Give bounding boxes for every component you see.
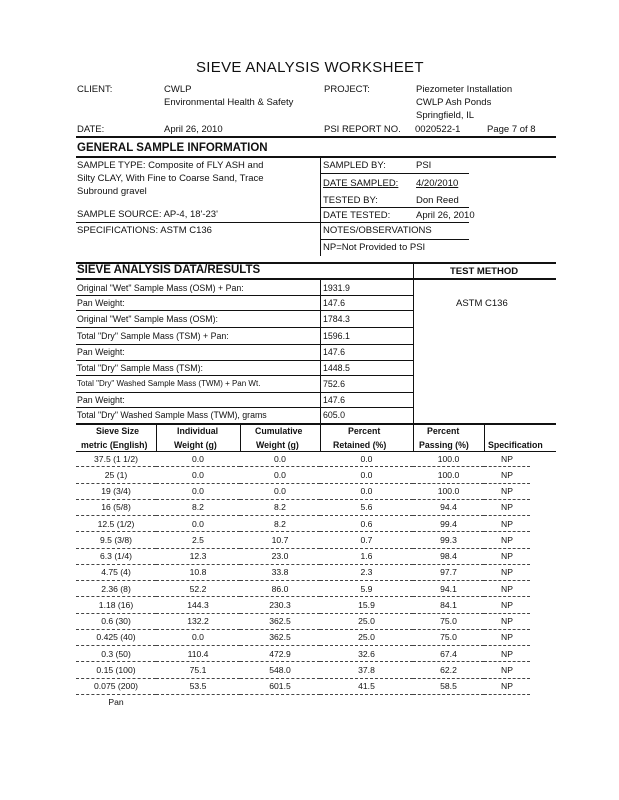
date-label: DATE: — [77, 124, 105, 135]
individual-weight-cell: 8.2 — [156, 499, 240, 515]
individual-weight-cell: 75.1 — [156, 662, 240, 678]
individual-weight-cell: 52.2 — [156, 581, 240, 597]
specification-cell: NP — [484, 516, 530, 532]
date-tested-label: DATE TESTED: — [323, 210, 391, 221]
project-line-3: Springfield, IL — [416, 110, 475, 121]
tested-by-value: Don Reed — [416, 195, 459, 206]
percent-retained-cell: 25.0 — [320, 629, 413, 645]
cumulative-weight-cell: 472.9 — [240, 646, 320, 662]
row-divider — [76, 392, 413, 393]
client-label: CLIENT: — [77, 84, 113, 95]
test-method-value: ASTM C136 — [456, 298, 508, 309]
date-tested-divider — [321, 222, 469, 223]
percent-retained-cell: 0.7 — [320, 532, 413, 548]
sample-type-line-3: Subround gravel — [77, 186, 147, 197]
sample-source: SAMPLE SOURCE: AP-4, 18'-23' — [77, 209, 218, 220]
sieve-size-cell: 0.075 (200) — [76, 678, 156, 694]
tested-by-divider — [321, 207, 469, 208]
specification-cell: NP — [484, 678, 530, 694]
individual-weight-cell: 0.0 — [156, 483, 240, 499]
sieve-size-cell: Pan — [108, 697, 124, 708]
percent-passing-cell: 75.0 — [413, 629, 484, 645]
header-cumulative: Cumulative — [255, 426, 303, 436]
row-divider — [76, 375, 413, 376]
percent-passing-cell: 62.2 — [413, 662, 484, 678]
client-line-1: CWLP — [164, 84, 192, 95]
test-method-divider — [413, 263, 414, 424]
percent-retained-cell: 5.6 — [320, 499, 413, 515]
cumulative-weight-cell: 8.2 — [240, 516, 320, 532]
specification-cell: NP — [484, 532, 530, 548]
page-title: SIEVE ANALYSIS WORKSHEET — [196, 59, 424, 76]
table-row — [76, 548, 530, 564]
specification-cell — [484, 694, 530, 710]
header-specification: Specification — [488, 440, 543, 450]
table-row — [76, 613, 530, 629]
header-percent-retained: Percent — [348, 426, 381, 436]
percent-retained-cell: 25.0 — [320, 613, 413, 629]
specifications: SPECIFICATIONS: ASTM C136 — [77, 225, 212, 236]
page-number: Page 7 of 8 — [487, 124, 536, 135]
header-cumulative-units: Weight (g) — [256, 440, 299, 450]
specification-cell: NP — [484, 662, 530, 678]
header-percent-retained-units: Retained (%) — [333, 440, 387, 450]
osm-pan-value: 1931.9 — [323, 283, 350, 293]
pan-weight-3-label: Pan Weight: — [77, 395, 125, 405]
percent-retained-cell: 41.5 — [320, 678, 413, 694]
col-divider — [484, 424, 485, 452]
sampled-by-label: SAMPLED BY: — [323, 160, 386, 171]
sieve-size-cell: 6.3 (1/4) — [76, 548, 156, 564]
specification-cell: NP — [484, 564, 530, 580]
header-percent-passing-units: Passing (%) — [419, 440, 469, 450]
table-row — [76, 532, 530, 548]
percent-passing-cell: 99.3 — [413, 532, 484, 548]
table-row — [76, 451, 530, 467]
individual-weight-cell: 53.5 — [156, 678, 240, 694]
sieve-size-cell: 1.18 (16) — [76, 597, 156, 613]
twm-label: Total "Dry" Washed Sample Mass (TWM), grams — [77, 410, 267, 420]
specification-cell: NP — [484, 451, 530, 467]
percent-retained-cell: 15.9 — [320, 597, 413, 613]
individual-weight-cell: 110.4 — [156, 646, 240, 662]
sieve-size-cell: 16 (5/8) — [76, 499, 156, 515]
header-sieve-size-units: metric (English) — [81, 440, 148, 450]
sieve-size-cell: 0.6 (30) — [76, 613, 156, 629]
row-divider — [76, 360, 413, 361]
table-row — [76, 499, 530, 515]
percent-retained-cell: 0.0 — [320, 467, 413, 483]
cumulative-weight-cell — [240, 694, 320, 710]
table-row — [76, 629, 530, 645]
percent-retained-cell — [320, 694, 413, 710]
header-divider — [76, 136, 556, 138]
report-value: 0020522-1 — [415, 124, 461, 135]
percent-passing-cell: 84.1 — [413, 597, 484, 613]
percent-passing-cell: 67.4 — [413, 646, 484, 662]
cumulative-weight-cell: 33.8 — [240, 564, 320, 580]
pan-weight-2-value: 147.6 — [323, 347, 346, 357]
sieve-size-cell: 4.75 (4) — [76, 564, 156, 580]
percent-passing-cell: 99.4 — [413, 516, 484, 532]
row-divider — [76, 327, 413, 328]
percent-passing-cell: 100.0 — [413, 483, 484, 499]
project-line-1: Piezometer Installation — [416, 84, 513, 95]
table-row — [76, 467, 530, 483]
sampled-by-divider — [321, 173, 469, 174]
col-divider — [240, 424, 241, 452]
report-label: PSI REPORT NO. — [324, 124, 401, 135]
percent-passing-cell: 98.4 — [413, 548, 484, 564]
row-divider — [76, 344, 413, 345]
pan-weight-2-label: Pan Weight: — [77, 347, 125, 357]
specification-cell: NP — [484, 597, 530, 613]
project-line-2: CWLP Ash Ponds — [416, 97, 492, 108]
row-divider — [76, 310, 413, 311]
individual-weight-cell: 144.3 — [156, 597, 240, 613]
percent-passing-cell: 97.7 — [413, 564, 484, 580]
osm-value: 1784.3 — [323, 314, 350, 324]
twm-pan-label: Total "Dry" Washed Sample Mass (TWM) + Pan Wt. — [77, 379, 261, 388]
osm-pan-label: Original "Wet" Sample Mass (OSM) + Pan: — [77, 283, 244, 293]
cumulative-weight-cell: 10.7 — [240, 532, 320, 548]
cumulative-weight-cell: 86.0 — [240, 581, 320, 597]
cumulative-weight-cell: 0.0 — [240, 451, 320, 467]
sieve-size-cell: 9.5 (3/8) — [76, 532, 156, 548]
percent-passing-cell: 94.1 — [413, 581, 484, 597]
notes-divider — [321, 239, 469, 240]
date-sampled-value: 4/20/2010 — [416, 178, 459, 189]
individual-weight-cell: 0.0 — [156, 629, 240, 645]
sampled-by-value: PSI — [416, 160, 432, 171]
sieve-size-cell: 19 (3/4) — [76, 483, 156, 499]
percent-passing-cell: 100.0 — [413, 451, 484, 467]
header-individual: Individual — [177, 426, 219, 436]
cumulative-weight-cell: 8.2 — [240, 499, 320, 515]
percent-retained-cell: 37.8 — [320, 662, 413, 678]
sieve-size-cell: 37.5 (1 1/2) — [76, 451, 156, 467]
cumulative-weight-cell: 0.0 — [240, 483, 320, 499]
cumulative-weight-cell: 23.0 — [240, 548, 320, 564]
percent-retained-cell: 0.0 — [320, 483, 413, 499]
table-row — [76, 678, 530, 694]
cumulative-weight-cell: 548.0 — [240, 662, 320, 678]
individual-weight-cell: 2.5 — [156, 532, 240, 548]
individual-weight-cell: 0.0 — [156, 516, 240, 532]
percent-passing-cell: 75.0 — [413, 613, 484, 629]
tsm-pan-label: Total "Dry" Sample Mass (TSM) + Pan: — [77, 331, 229, 341]
table-row — [76, 646, 530, 662]
percent-passing-cell: 94.4 — [413, 499, 484, 515]
sieve-size-cell: 12.5 (1/2) — [76, 516, 156, 532]
cumulative-weight-cell: 0.0 — [240, 467, 320, 483]
percent-retained-cell: 5.9 — [320, 581, 413, 597]
individual-weight-cell — [156, 694, 240, 710]
date-tested-value: April 26, 2010 — [416, 210, 475, 221]
pan-weight-value: 147.6 — [323, 298, 346, 308]
table-row — [76, 581, 530, 597]
sieve-table — [76, 451, 530, 710]
sieve-size-cell: 25 (1) — [76, 467, 156, 483]
percent-retained-cell: 0.0 — [320, 451, 413, 467]
specification-cell: NP — [484, 467, 530, 483]
percent-retained-cell: 32.6 — [320, 646, 413, 662]
sieve-size-cell: 2.36 (8) — [76, 581, 156, 597]
table-row — [76, 597, 530, 613]
cumulative-weight-cell: 362.5 — [240, 629, 320, 645]
cumulative-weight-cell: 362.5 — [240, 613, 320, 629]
individual-weight-cell: 0.0 — [156, 451, 240, 467]
table-row — [76, 516, 530, 532]
pan-weight-label: Pan Weight: — [77, 298, 125, 308]
specification-cell: NP — [484, 613, 530, 629]
source-divider — [76, 222, 321, 223]
sieve-size-cell: 0.425 (40) — [76, 629, 156, 645]
tsm-label: Total "Dry" Sample Mass (TSM): — [77, 363, 203, 373]
notes-label: NOTES/OBSERVATIONS — [323, 225, 432, 236]
col-divider — [413, 424, 414, 452]
row-divider — [76, 295, 413, 296]
percent-passing-cell: 100.0 — [413, 467, 484, 483]
tsm-value: 1448.5 — [323, 363, 350, 373]
osm-label: Original "Wet" Sample Mass (OSM): — [77, 314, 218, 324]
col-divider — [320, 424, 321, 452]
notes-value: NP=Not Provided to PSI — [323, 242, 426, 253]
sieve-table-body — [76, 451, 530, 710]
percent-passing-cell: 58.5 — [413, 678, 484, 694]
results-heading-divider — [76, 278, 556, 280]
client-line-2: Environmental Health & Safety — [164, 97, 294, 108]
sieve-size-cell: 0.3 (50) — [76, 646, 156, 662]
percent-passing-cell — [413, 694, 484, 710]
specification-cell: NP — [484, 629, 530, 645]
header-sieve-size: Sieve Size — [96, 426, 140, 436]
table-row — [76, 694, 530, 710]
results-heading: SIEVE ANALYSIS DATA/RESULTS — [77, 264, 261, 276]
cumulative-weight-cell: 601.5 — [240, 678, 320, 694]
row-divider — [76, 407, 413, 408]
table-row — [76, 564, 530, 580]
general-heading: GENERAL SAMPLE INFORMATION — [77, 142, 268, 154]
date-sampled-label: DATE SAMPLED: — [323, 178, 399, 189]
tested-by-label: TESTED BY: — [323, 195, 378, 206]
specification-cell: NP — [484, 499, 530, 515]
tsm-pan-value: 1596.1 — [323, 331, 350, 341]
header-individual-units: Weight (g) — [174, 440, 217, 450]
percent-retained-cell: 0.6 — [320, 516, 413, 532]
date-value: April 26, 2010 — [164, 124, 223, 135]
header-percent-passing: Percent — [427, 426, 460, 436]
percent-retained-cell: 1.6 — [320, 548, 413, 564]
table-row — [76, 483, 530, 499]
specification-cell: NP — [484, 646, 530, 662]
sieve-size-cell: 0.15 (100) — [76, 662, 156, 678]
test-method-heading: TEST METHOD — [450, 266, 519, 277]
percent-retained-cell: 2.3 — [320, 564, 413, 580]
sample-type-line-2: Silty CLAY, With Fine to Coarse Sand, Trace — [77, 173, 264, 184]
specification-cell: NP — [484, 483, 530, 499]
results-value-divider — [320, 279, 321, 424]
table-row — [76, 662, 530, 678]
twm-pan-value: 752.6 — [323, 379, 346, 389]
individual-weight-cell: 12.3 — [156, 548, 240, 564]
general-divider — [76, 156, 556, 158]
pan-weight-3-value: 147.6 — [323, 395, 346, 405]
col-divider — [156, 424, 157, 452]
sample-type-line-1: SAMPLE TYPE: Composite of FLY ASH and — [77, 160, 264, 171]
cumulative-weight-cell: 230.3 — [240, 597, 320, 613]
twm-value: 605.0 — [323, 410, 346, 420]
individual-weight-cell: 0.0 — [156, 467, 240, 483]
project-label: PROJECT: — [324, 84, 370, 95]
individual-weight-cell: 132.2 — [156, 613, 240, 629]
specification-cell: NP — [484, 581, 530, 597]
individual-weight-cell: 10.8 — [156, 564, 240, 580]
specification-cell: NP — [484, 548, 530, 564]
